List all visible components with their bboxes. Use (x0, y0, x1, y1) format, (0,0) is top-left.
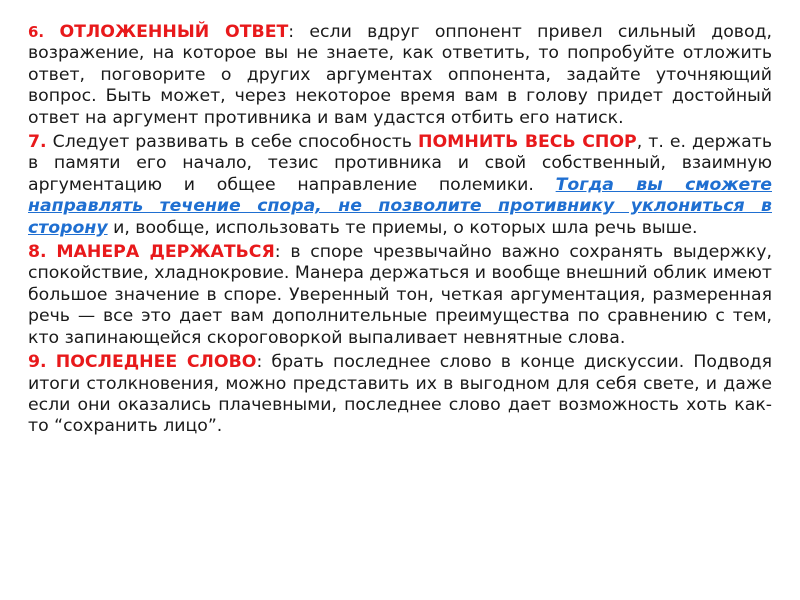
paragraph-7 (28, 132, 772, 239)
paragraph-text: и, вообще, использовать те приемы, о которых шла речь выше. (107, 217, 698, 238)
paragraph-text: Следует развивать в себе способность (46, 132, 419, 153)
paragraph-9 (28, 352, 772, 438)
paragraph-text: : брать последнее слово в конце дискуссии. Подводя итоги столкновения, можно представить их в выгодном для себя свете, и даже если они оказались плачевными, последнее слово дает возможность хоть как-то “сохранить лицо”. (28, 352, 772, 437)
slide-content (28, 22, 772, 441)
item-number: 6. (28, 23, 45, 41)
highlighted-link[interactable]: Тогда вы сможете направлять течение спора, не позволите противнику уклониться в сторону (28, 174, 772, 238)
keyword-deferred-answer: ОТЛОЖЕННЫЙ ОТВЕТ (59, 22, 289, 42)
keyword-manner: МАНЕРА ДЕРЖАТЬСЯ (56, 242, 275, 263)
paragraph-6 (28, 22, 772, 129)
paragraph-text: , т. е. держать в памяти его начало, тезис противника и свой собственный, взаимную аргументацию и общее направление полемики. (28, 132, 773, 195)
paragraph-text: : если вдруг оппонент привел сильный довод, возражение, на которое вы не знаете, как ответить, то попробуйте отложить ответ, поговорите о других аргументах оппонента, задайте уточняющий вопрос. Быть может, через некоторое время вам в голову придет достойный ответ на аргумент противника и вам удастся отбить его натиск. (28, 22, 772, 128)
paragraph-8 (28, 242, 772, 349)
item-number: 8. (28, 242, 47, 263)
paragraph-text: : в споре чрезвычайно важно сохранять выдержку, спокойствие, хладнокровие. Манера держаться и вообще внешний облик имеют большое значение в споре. Уверенный тон, четкая аргументация, размеренная речь — все это дает вам дополнительные преимущества по сравнению с тем, кто запинающейся скороговоркой выпаливает невнятные слова. (28, 242, 772, 348)
item-number: 9. (28, 352, 47, 373)
keyword-last-word: ПОСЛЕДНЕЕ СЛОВО (55, 352, 257, 373)
item-number: 7. (28, 132, 47, 153)
keyword-remember-dispute: ПОМНИТЬ ВЕСЬ СПОР (418, 132, 637, 153)
